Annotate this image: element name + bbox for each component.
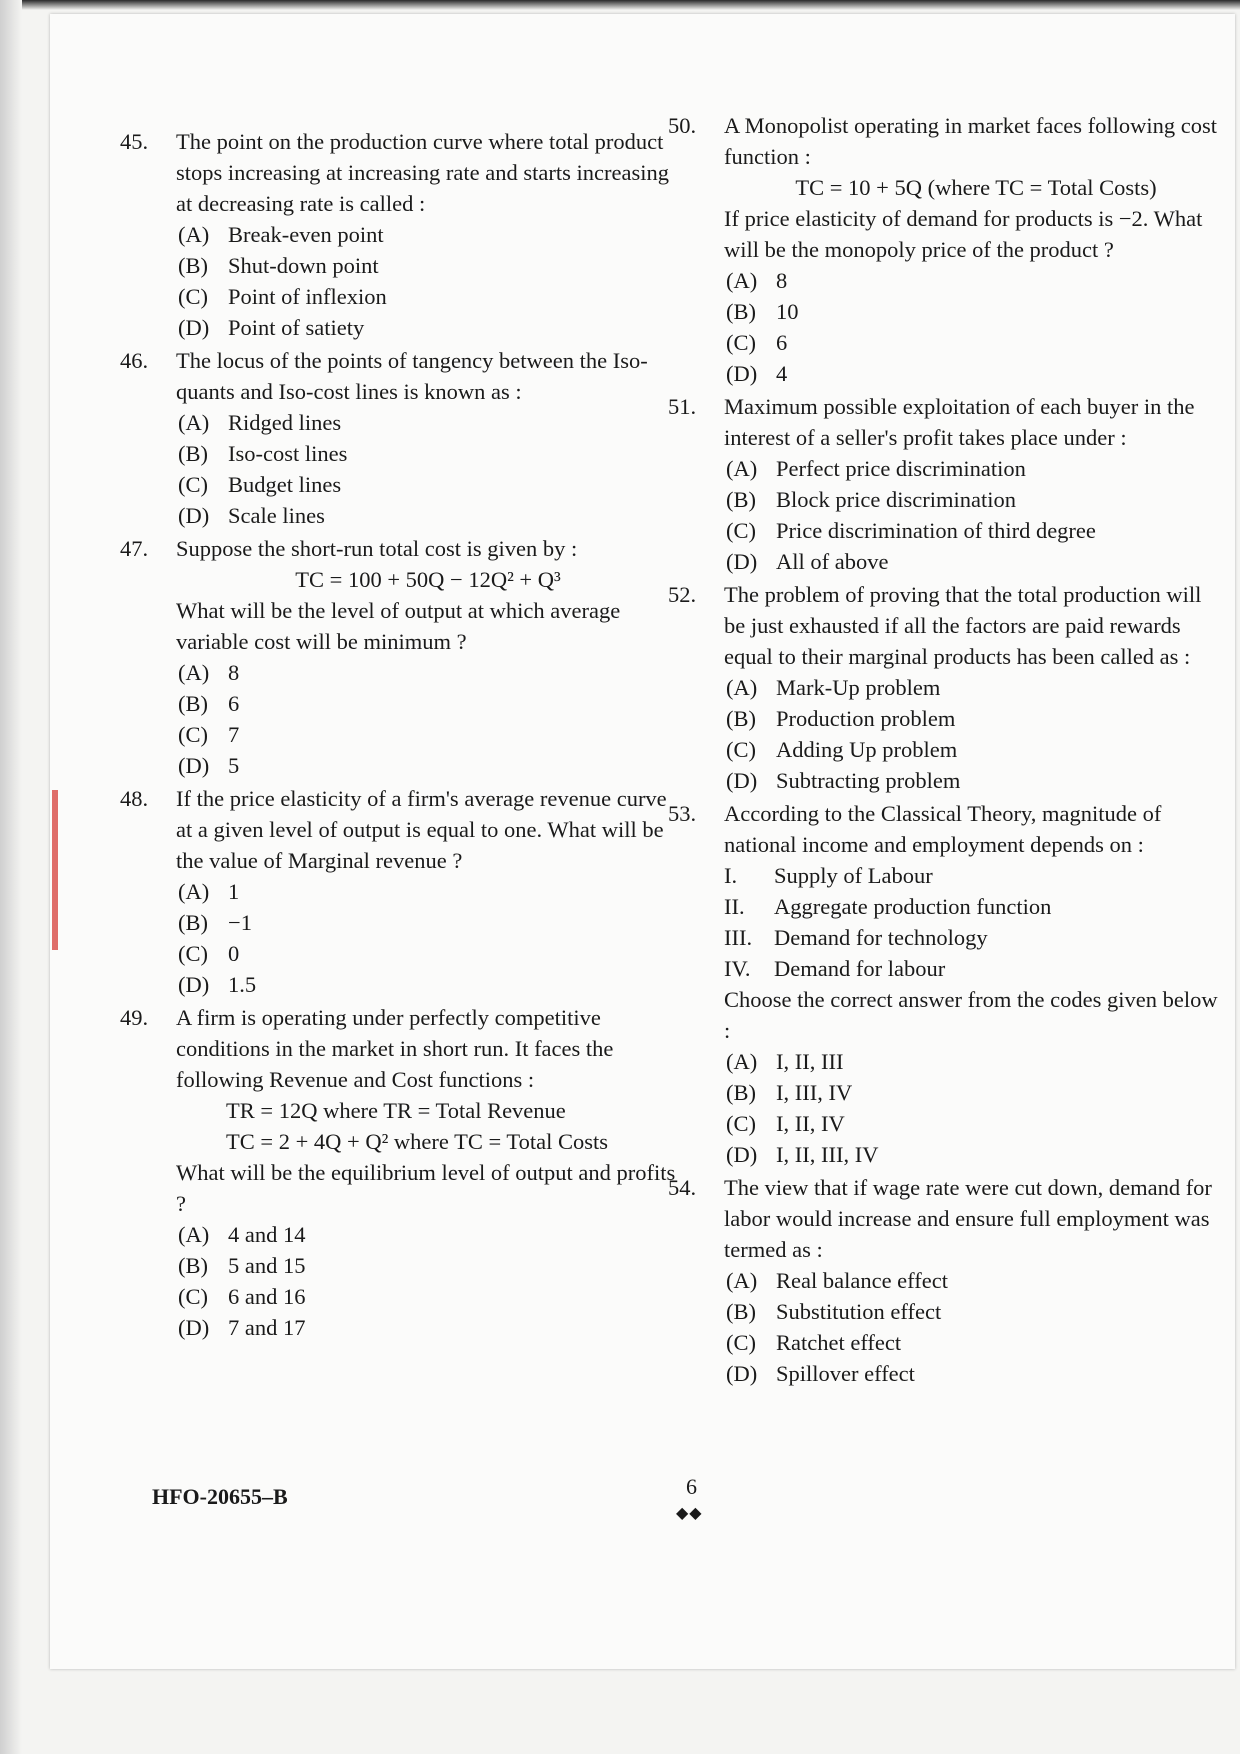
- answer-option: [176, 938, 680, 969]
- question: [120, 126, 680, 343]
- question-number: 54.: [668, 1175, 697, 1200]
- option-label: (B): [178, 441, 208, 466]
- answer-option: [724, 484, 1228, 515]
- statement-text: Demand for technology: [774, 925, 988, 950]
- option-label: (A): [178, 410, 210, 435]
- option-label: (A): [726, 268, 758, 293]
- option-label: (A): [726, 1049, 758, 1074]
- option-text: 4 and 14: [228, 1222, 306, 1247]
- answer-option: [176, 281, 680, 312]
- question: [120, 345, 680, 531]
- option-text: Production problem: [776, 706, 956, 731]
- option-text: 1.5: [228, 972, 257, 997]
- question: [668, 1172, 1228, 1389]
- option-label: (B): [178, 910, 208, 935]
- option-label: (C): [178, 472, 208, 497]
- formula: TR = 12Q where TR = Total Revenue: [226, 1098, 566, 1123]
- answer-option: [176, 1250, 680, 1281]
- option-label: (A): [178, 879, 210, 904]
- option-label: (A): [726, 1268, 758, 1293]
- option-label: (D): [178, 503, 210, 528]
- question: [668, 579, 1228, 796]
- option-text: Point of inflexion: [228, 284, 387, 309]
- option-text: Budget lines: [228, 472, 342, 497]
- question-text-continued: If price elasticity of demand for products is −2. What will be the monopoly price of the product ?: [724, 206, 1203, 262]
- option-text: Perfect price discrimination: [776, 456, 1026, 481]
- question-number: 50.: [668, 113, 697, 138]
- left-column: [120, 126, 680, 1345]
- answer-option: [724, 358, 1228, 389]
- answer-option: [176, 407, 680, 438]
- option-text: Point of satiety: [228, 315, 365, 340]
- option-label: (B): [178, 253, 208, 278]
- answer-option: [724, 1046, 1228, 1077]
- option-text: I, II, IV: [776, 1111, 845, 1136]
- option-label: (D): [726, 1361, 758, 1386]
- option-text: 7 and 17: [228, 1315, 306, 1340]
- option-label: (D): [178, 315, 210, 340]
- option-label: (A): [726, 456, 758, 481]
- option-text: 1: [228, 879, 240, 904]
- answer-option: [176, 500, 680, 531]
- statement-label: III.: [724, 925, 753, 950]
- option-text: 6: [776, 330, 788, 355]
- formula: TC = 2 + 4Q + Q² where TC = Total Costs: [226, 1129, 608, 1154]
- answer-option: [724, 453, 1228, 484]
- answer-option: [724, 1265, 1228, 1296]
- question: [668, 110, 1228, 389]
- answer-option: [724, 1296, 1228, 1327]
- answer-option: [176, 312, 680, 343]
- question: [668, 391, 1228, 577]
- right-column: [668, 110, 1228, 1391]
- option-label: (D): [178, 753, 210, 778]
- answer-option: [724, 546, 1228, 577]
- answer-option: [176, 750, 680, 781]
- option-label: (D): [178, 972, 210, 997]
- option-label: (D): [726, 549, 758, 574]
- answer-option: [176, 219, 680, 250]
- option-label: (A): [178, 222, 210, 247]
- option-text: All of above: [776, 549, 889, 574]
- question-text: According to the Classical Theory, magnitude of national income and employment depends on :: [724, 801, 1162, 857]
- statement-item: [724, 891, 1228, 922]
- question-text: The problem of proving that the total production will be just exhausted if all the factors are paid rewards equal to their marginal products has been called as :: [724, 582, 1202, 669]
- option-label: (C): [726, 1330, 756, 1355]
- option-text: 4: [776, 361, 788, 386]
- scan-edge-left: [0, 0, 22, 1754]
- option-text: 0: [228, 941, 240, 966]
- answer-option: [724, 1108, 1228, 1139]
- answer-option: [176, 719, 680, 750]
- answer-option: [176, 688, 680, 719]
- option-text: 8: [228, 660, 240, 685]
- option-text: Iso-cost lines: [228, 441, 348, 466]
- option-text: 7: [228, 722, 240, 747]
- statement-label: IV.: [724, 956, 751, 981]
- answer-option: [176, 907, 680, 938]
- option-text: 5 and 15: [228, 1253, 306, 1278]
- option-label: (C): [178, 941, 208, 966]
- option-text: Spillover effect: [776, 1361, 915, 1386]
- option-text: I, III, IV: [776, 1080, 853, 1105]
- statement-text: Supply of Labour: [774, 863, 933, 888]
- option-text: Subtracting problem: [776, 768, 961, 793]
- option-text: Block price discrimination: [776, 487, 1016, 512]
- question-number: 51.: [668, 394, 697, 419]
- question-text: If the price elasticity of a firm's average revenue curve at a given level of output is equal to one. What will be the value of Marginal revenue ?: [176, 786, 667, 873]
- option-text: Mark-Up problem: [776, 675, 941, 700]
- answer-option: [724, 515, 1228, 546]
- option-label: (D): [726, 361, 758, 386]
- page-number: 6: [686, 1474, 697, 1499]
- statement-item: [724, 922, 1228, 953]
- statement-text: Aggregate production function: [774, 894, 1052, 919]
- option-text: 5: [228, 753, 240, 778]
- answer-option: [176, 250, 680, 281]
- option-label: (A): [178, 1222, 210, 1247]
- answer-option: [724, 765, 1228, 796]
- answer-option: [176, 469, 680, 500]
- answer-option: [176, 438, 680, 469]
- statement-item: [724, 953, 1228, 984]
- question-number: 47.: [120, 536, 149, 561]
- answer-option: [724, 1327, 1228, 1358]
- option-label: (B): [178, 691, 208, 716]
- option-text: 10: [776, 299, 799, 324]
- answer-option: [724, 1077, 1228, 1108]
- answer-option: [724, 734, 1228, 765]
- answer-option: [176, 1219, 680, 1250]
- option-text: Real balance effect: [776, 1268, 948, 1293]
- option-label: (B): [178, 1253, 208, 1278]
- option-label: (C): [726, 330, 756, 355]
- answer-option: [176, 657, 680, 688]
- answer-option: [724, 327, 1228, 358]
- paper-code: HFO-20655–B: [152, 1484, 288, 1509]
- option-label: (B): [726, 1299, 756, 1324]
- statement-label: I.: [724, 863, 738, 888]
- answer-option: [724, 265, 1228, 296]
- option-label: (C): [178, 284, 208, 309]
- option-text: I, II, III, IV: [776, 1142, 879, 1167]
- option-label: (C): [726, 518, 756, 543]
- option-text: Substitution effect: [776, 1299, 942, 1324]
- option-text: Shut-down point: [228, 253, 379, 278]
- answer-option: [176, 969, 680, 1000]
- statement-label: II.: [724, 894, 745, 919]
- option-label: (C): [726, 737, 756, 762]
- option-label: (B): [726, 299, 756, 324]
- question-number: 46.: [120, 348, 149, 373]
- question-text-continued: Choose the correct answer from the codes given below :: [724, 987, 1218, 1043]
- option-text: 6 and 16: [228, 1284, 306, 1309]
- question-text: The view that if wage rate were cut down, demand for labor would increase and ensure full employment was termed as :: [724, 1175, 1212, 1262]
- option-label: (A): [178, 660, 210, 685]
- statement-item: [724, 860, 1228, 891]
- question: [668, 798, 1228, 1170]
- option-text: Adding Up problem: [776, 737, 958, 762]
- option-text: I, II, III: [776, 1049, 844, 1074]
- option-text: Break-even point: [228, 222, 384, 247]
- diamond-ornament: ◆◆: [676, 1505, 703, 1522]
- question-text: A firm is operating under perfectly competitive conditions in the market in short run. It faces the following Revenue and Cost functions :: [176, 1005, 614, 1092]
- question-text: A Monopolist operating in market faces following cost function :: [724, 113, 1218, 169]
- question-text: The point on the production curve where total product stops increasing at increasing rate and starts increasing at decreasing rate is called :: [176, 129, 669, 216]
- option-label: (D): [726, 768, 758, 793]
- question: [120, 533, 680, 781]
- option-label: (C): [726, 1111, 756, 1136]
- question-number: 53.: [668, 801, 697, 826]
- option-label: (D): [178, 1315, 210, 1340]
- answer-option: [724, 672, 1228, 703]
- option-label: (C): [178, 722, 208, 747]
- option-label: (C): [178, 1284, 208, 1309]
- formula: TC = 10 + 5Q (where TC = Total Costs): [795, 175, 1157, 200]
- option-label: (B): [726, 487, 756, 512]
- answer-option: [724, 296, 1228, 327]
- option-text: Ratchet effect: [776, 1330, 902, 1355]
- scan-edge-top: [0, 0, 1240, 10]
- question-text: Suppose the short-run total cost is given by :: [176, 536, 578, 561]
- option-text: −1: [228, 910, 252, 935]
- question: [120, 1002, 680, 1343]
- question-text-continued: What will be the level of output at which average variable cost will be minimum ?: [176, 598, 621, 654]
- question: [120, 783, 680, 1000]
- option-label: (B): [726, 1080, 756, 1105]
- option-text: 6: [228, 691, 240, 716]
- formula: TC = 100 + 50Q − 12Q² + Q³: [295, 567, 561, 592]
- answer-option: [176, 876, 680, 907]
- question-number: 49.: [120, 1005, 149, 1030]
- question-text: Maximum possible exploitation of each buyer in the interest of a seller's profit takes place under :: [724, 394, 1195, 450]
- option-label: (B): [726, 706, 756, 731]
- answer-option: [176, 1281, 680, 1312]
- option-text: Price discrimination of third degree: [776, 518, 1096, 543]
- answer-option: [176, 1312, 680, 1343]
- answer-option: [724, 1358, 1228, 1389]
- question-number: 52.: [668, 582, 697, 607]
- question-text: The locus of the points of tangency between the Iso-quants and Iso-cost lines is known as :: [176, 348, 648, 404]
- answer-option: [724, 703, 1228, 734]
- option-label: (D): [726, 1142, 758, 1167]
- question-text-continued: What will be the equilibrium level of output and profits ?: [176, 1160, 676, 1216]
- statement-text: Demand for labour: [774, 956, 946, 981]
- question-number: 48.: [120, 786, 149, 811]
- option-text: 8: [776, 268, 788, 293]
- question-number: 45.: [120, 129, 149, 154]
- answer-option: [724, 1139, 1228, 1170]
- option-label: (A): [726, 675, 758, 700]
- option-text: Ridged lines: [228, 410, 342, 435]
- red-margin-mark: [52, 790, 58, 950]
- option-text: Scale lines: [228, 503, 325, 528]
